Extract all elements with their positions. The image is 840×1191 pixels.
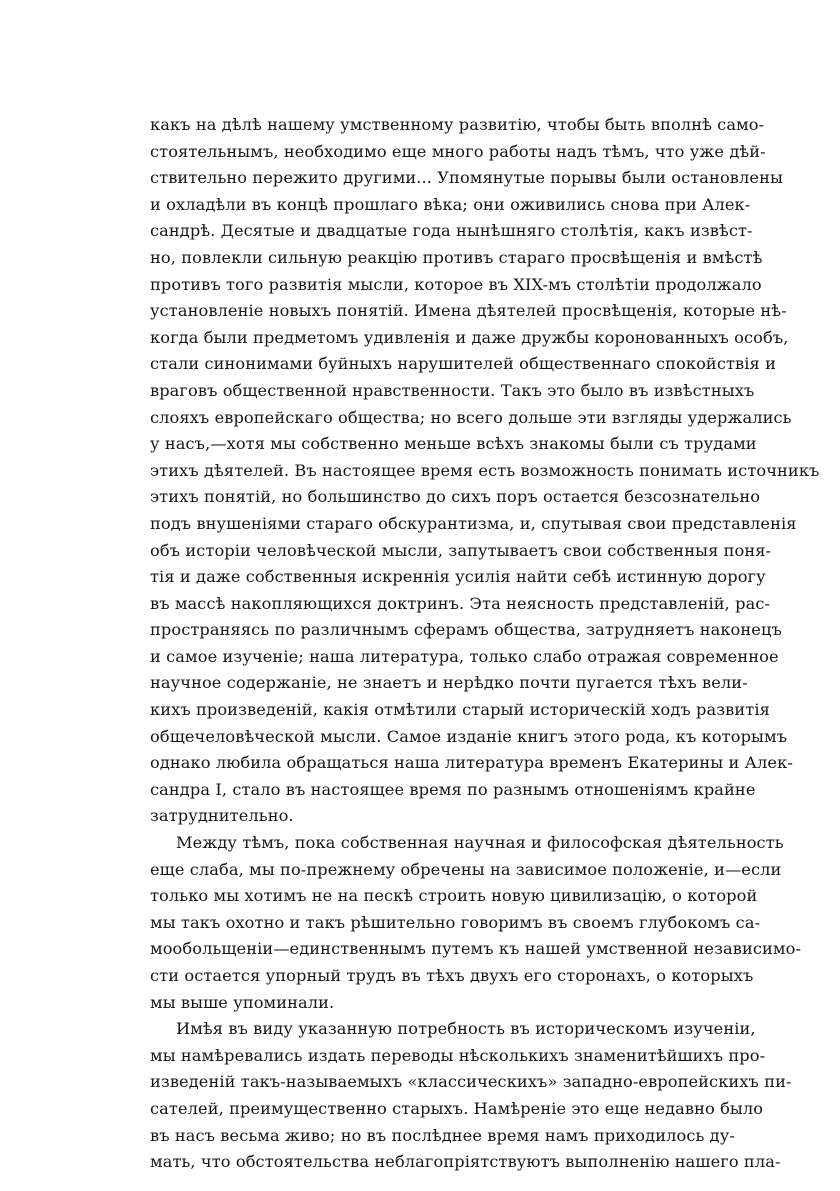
- text-line: стали синонимами буйныхъ нарушителей общественнаго спокойствія и: [150, 354, 776, 374]
- text-line: мать, что обстоятельства неблагопріятствуютъ выполненію нашего пла-: [150, 1152, 781, 1172]
- text-line: когда были предметомъ удивленія и даже дружбы коронованныхъ особъ,: [150, 327, 789, 347]
- text-line: сти остается упорный трудъ въ тѣхъ двухъ его сторонахъ, о которыхъ: [150, 966, 754, 985]
- text-line: въ массѣ накопляющихся доктринъ. Эта неясность представленій, рас-: [150, 593, 771, 613]
- text-line: этихъ дѣятелей. Въ настоящее время есть возможность понимать источникъ: [150, 460, 820, 480]
- text-line: объ исторіи человѣческой мысли, запутываетъ свои собственныя поня-: [150, 540, 772, 560]
- text-line: сандра I, стало въ настоящее время по разнымъ отношеніямъ крайне: [150, 779, 756, 799]
- text-line: противъ того развитія мысли, которое въ XIX-мъ столѣтіи продолжало: [150, 274, 762, 294]
- text-line: сандрѣ. Десятые и двадцатые года нынѣшняго столѣтія, какъ извѣст-: [150, 221, 753, 241]
- text-line: какъ на дѣлѣ нашему умственному развитію, чтобы быть вполнѣ само-: [150, 115, 765, 134]
- text-line: сателей, преимущественно старыхъ. Намѣреніе это еще недавно было: [150, 1098, 764, 1118]
- text-line: изведеній такъ-называемыхъ «классическихъ» западно-европейскихъ пи-: [150, 1072, 792, 1092]
- text-line: однако любила обращаться наша литература временъ Екатерины и Алек-: [150, 753, 793, 773]
- text-line: установленіе новыхъ понятій. Имена дѣятелей просвѣщенія, которые нѣ-: [150, 301, 787, 321]
- text-line: враговъ общественной нравственности. Такъ это было въ извѣстныхъ: [150, 380, 755, 400]
- text-line: ствительно пережито другими... Упомянутые порывы были остановлены: [150, 168, 783, 188]
- text-line: слояхъ европейскаго общества; но всего дольше эти взгляды удержались: [150, 407, 792, 427]
- text-line: въ насъ весьма живо; но въ послѣднее время намъ приходилось ду-: [150, 1125, 735, 1145]
- text-line: кихъ произведеній, какія отмѣтили старый историческій ходъ развитія: [150, 700, 770, 720]
- text-line: еще слаба, мы по-прежнему обречены на зависимое положеніе, и—если: [150, 859, 782, 879]
- text-line: и охладѣли въ концѣ прошлаго вѣка; они оживились снова при Алек-: [150, 194, 751, 214]
- paragraph: [150, 1016, 792, 1176]
- text-line: и самое изученіе; наша литература, только слабо отражая современное: [150, 646, 779, 666]
- text-line: Имѣя въ виду указанную потребность въ историческомъ изученіи,: [176, 1019, 756, 1039]
- text-line: мы выше упоминали.: [150, 992, 335, 1012]
- text-line: стоятельнымъ, необходимо еще много работы надъ тѣмъ, что уже дѣй-: [150, 141, 766, 161]
- text-line: этихъ понятій, но большинство до сихъ поръ остается безсознательно: [150, 487, 761, 507]
- text-line: мы такъ охотно и такъ рѣшительно говоримъ въ своемъ глубокомъ са-: [150, 912, 761, 932]
- text-line: у насъ,—хотя мы собственно меньше всѣхъ знакомы были съ трудами: [150, 434, 757, 454]
- text-line: тія и даже собственныя искреннія усилія найти себѣ истинную дорогу: [150, 567, 766, 587]
- text-line: но, повлекли сильную реакцію противъ стараго просвѣщенія и вмѣстѣ: [150, 247, 763, 267]
- text-line: затруднительно.: [150, 806, 294, 826]
- text-line: общечеловѣческой мысли. Самое изданіе книгъ этого рода, къ которымъ: [150, 726, 788, 746]
- text-line: пространяясь по различнымъ сферамъ общества, затрудняетъ наконецъ: [150, 620, 782, 640]
- body-text: [150, 112, 820, 1176]
- text-line: Между тѣмъ, пока собственная научная и философская дѣятельность: [176, 833, 784, 853]
- text-line: только мы хотимъ не на пескѣ строить новую цивилизацію, о которой: [150, 886, 758, 906]
- paragraph: [150, 112, 820, 830]
- paragraph: [150, 830, 802, 1016]
- text-line: подъ внушеніями стараго обскурантизма, и, спутывая свои представленія: [150, 513, 797, 533]
- text-line: научное содержаніе, не знаетъ и нерѣдко почти пугается тѣхъ вели-: [150, 673, 748, 693]
- text-line: мы намѣревались издать переводы нѣсколькихъ знаменитѣйшихъ про-: [150, 1045, 766, 1065]
- text-line: мообольщеніи—единственнымъ путемъ къ нашей умственной независимо-: [150, 939, 802, 959]
